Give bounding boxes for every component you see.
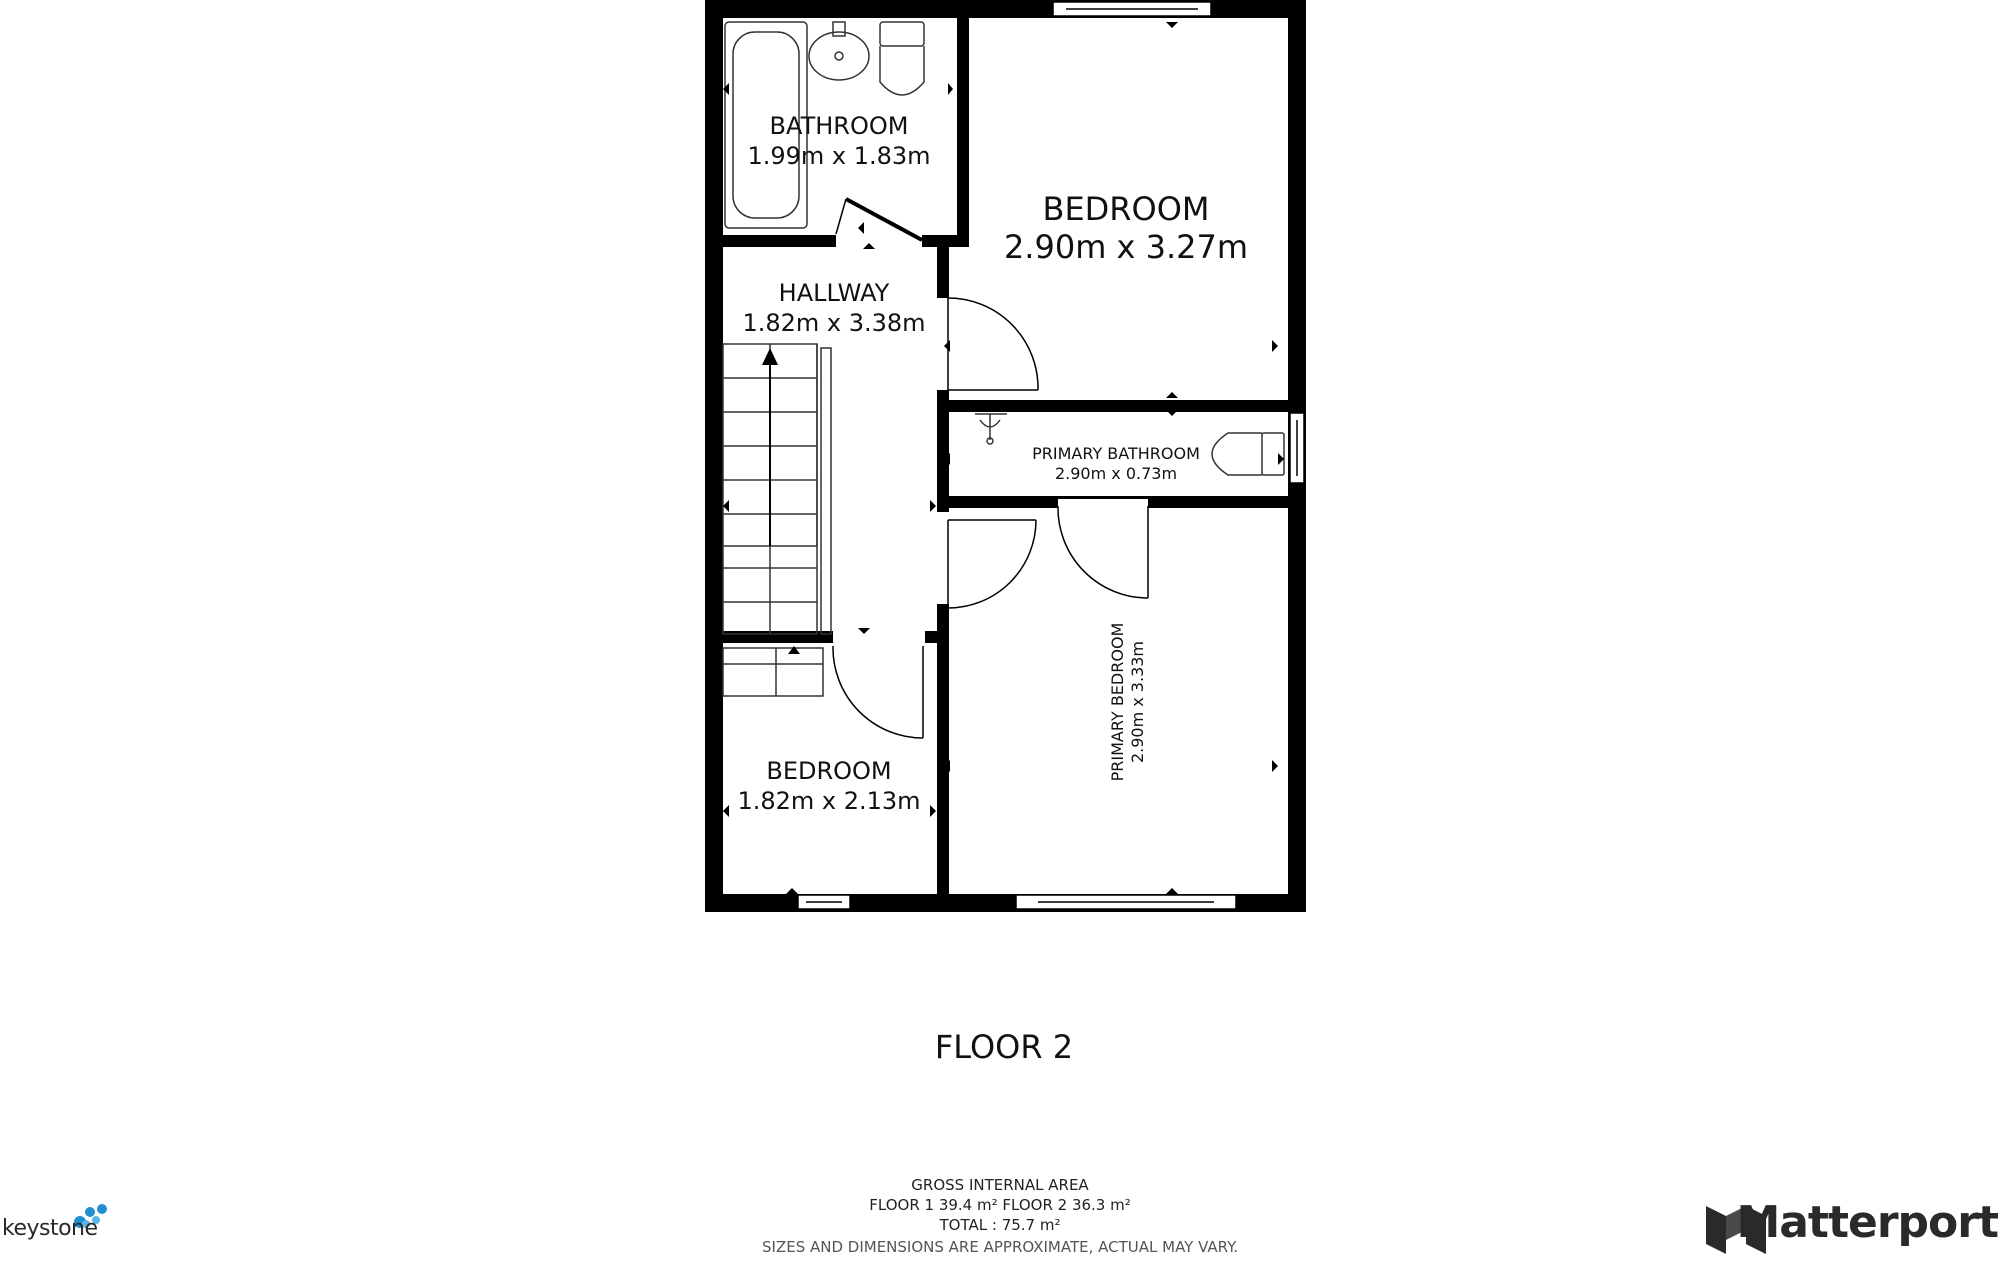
primary-toilet-tank	[1262, 433, 1284, 475]
gross-area-heading: GROSS INTERNAL AREA	[911, 1176, 1089, 1194]
keystone-logo	[2, 1196, 112, 1246]
room-name: BATHROOM	[769, 112, 909, 140]
toilet-bowl	[880, 46, 924, 95]
door-bathroom	[846, 199, 922, 240]
basin	[809, 32, 869, 80]
room-label-hallway	[742, 278, 925, 338]
room-dimensions: 2.90m x 0.73m	[1054, 464, 1178, 483]
room-dimensions: 2.90m x 3.27m	[1003, 228, 1249, 266]
room-name: BEDROOM	[1042, 190, 1210, 228]
room-label-bathroom	[747, 111, 930, 171]
shower-tap	[975, 414, 1007, 440]
room-dimensions: 1.82m x 2.13m	[737, 787, 921, 815]
toilet-tank	[880, 22, 924, 46]
matterport-wordmark: Matterport	[1736, 1197, 1998, 1248]
primary-toilet-bowl	[1212, 433, 1262, 475]
floor-title: FLOOR 2	[934, 1028, 1074, 1066]
room-label-primary-bedroom	[1108, 623, 1148, 782]
total-area: TOTAL : 75.7 m²	[939, 1216, 1061, 1234]
room-name: HALLWAY	[778, 279, 890, 307]
room-label-bedroom-small	[737, 756, 920, 816]
room-name: PRIMARY BEDROOM	[1108, 622, 1127, 782]
disclaimer: SIZES AND DIMENSIONS ARE APPROXIMATE, ACTUAL MAY VARY.	[761, 1238, 1239, 1256]
room-dimensions: 1.82m x 3.38m	[742, 309, 926, 337]
room-label-primary-bathroom	[1032, 444, 1200, 484]
room-dimensions: 2.90m x 3.33m	[1128, 640, 1147, 764]
keystone-wordmark: keystone	[2, 1216, 98, 1241]
room-dimensions: 1.99m x 1.83m	[747, 142, 931, 170]
stairs	[723, 344, 831, 696]
room-label-bedroom-large	[1004, 190, 1248, 266]
room-name: PRIMARY BATHROOM	[1032, 444, 1200, 463]
room-name: BEDROOM	[766, 757, 892, 785]
matterport-logo	[1736, 1197, 1998, 1248]
floor-areas: FLOOR 1 39.4 m² FLOOR 2 36.3 m²	[869, 1196, 1131, 1214]
